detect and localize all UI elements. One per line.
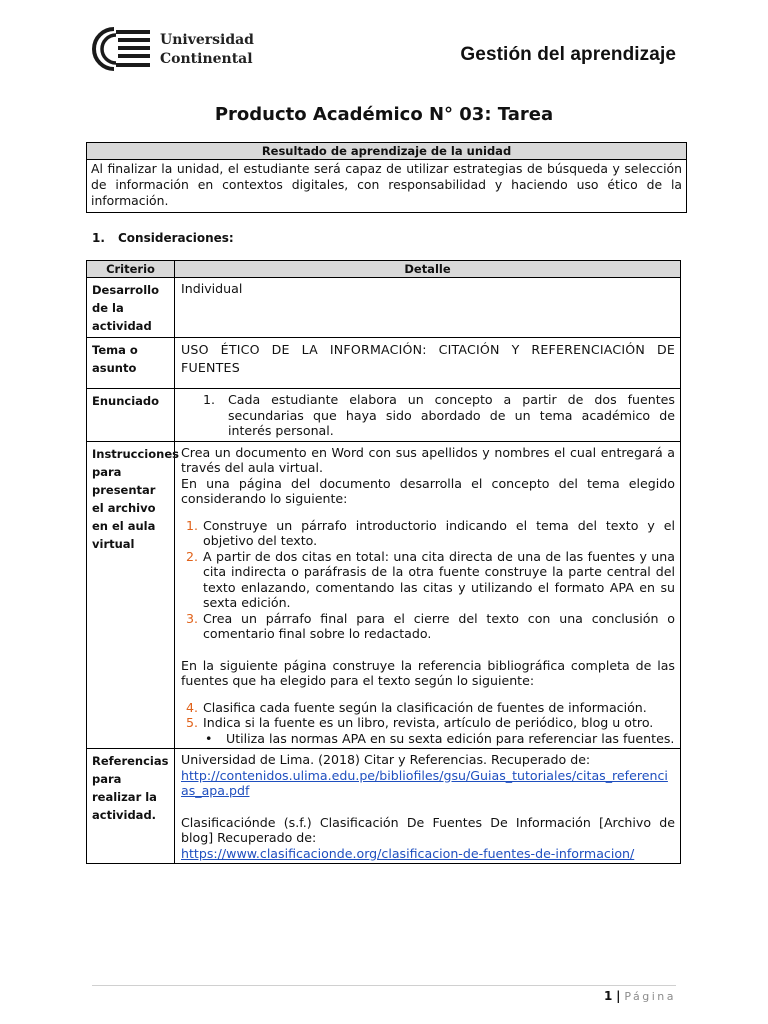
page-number: 1: [603, 989, 613, 1003]
list-item-text: Cada estudiante elabora un concepto a partir de dos fuentes secundarias que haya sido abordado de un tema académico de interés personal.: [228, 392, 675, 438]
table-row: [87, 749, 681, 864]
table-header-row: [87, 261, 681, 278]
instructions-paragraph-1: Crea un documento en Word con sus apellidos y nombres el cual entregará a través del aula virtual.: [181, 444, 675, 475]
list-item-text: Clasifica cada fuente según la clasificación de fuentes de información.: [203, 699, 647, 715]
logo-line-1: Universidad: [160, 32, 254, 48]
page-header: [0, 0, 768, 100]
instructions-paragraph-3: En la siguiente página construye la referencia bibliográfica completa de las fuentes que ha elegido para el texto según lo siguiente:: [181, 657, 675, 688]
list-item-number: 5.: [186, 715, 199, 730]
footer-divider: [92, 985, 676, 986]
reference-2-text: Clasificaciónde (s.f.) Clasificación De Fuentes De Información [Archivo de blog] Recuperado de:: [181, 814, 675, 845]
list-item-text: Construye un párrafo introductorio indicando el tema del texto y el objetivo del texto.: [203, 517, 675, 548]
learning-result-box: [86, 142, 687, 213]
column-header-criterio: Criterio: [87, 261, 175, 278]
instructions-list-a: [181, 518, 675, 642]
list-item-number: 4.: [186, 699, 199, 715]
list-item: [181, 611, 675, 642]
page-separator: |: [616, 989, 621, 1003]
list-item-number: 2.: [186, 548, 199, 564]
university-logo: [92, 27, 257, 71]
list-item: [181, 392, 675, 439]
list-item-text: A partir de dos citas en total: una cita directa de una de las fuentes y una cita indirecta o paráfrasis de la otra fuente construye la parte central del texto enlazando, comentando las citas y utilizando el formato APA en su sexta edición.: [203, 548, 675, 610]
detail-enunciado: [175, 389, 681, 442]
list-item: [181, 700, 675, 716]
list-item: [181, 549, 675, 611]
page-footer: [604, 989, 676, 1003]
table-row: [87, 441, 681, 749]
instructions-bullet-list: [181, 731, 675, 747]
header-title: Gestión del aprendizaje: [460, 44, 676, 65]
reference-2-link[interactable]: https://www.clasificacionde.org/clasificacion-de-fuentes-de-informacion/: [181, 845, 635, 861]
criterion-desarrollo: Desarrollo de la actividad: [87, 278, 175, 338]
page-word: Página: [624, 990, 676, 1003]
table-row: [87, 338, 681, 389]
reference-1-text: Universidad de Lima. (2018) Citar y Referencias. Recuperado de:: [181, 752, 591, 767]
list-item-text: Indica si la fuente es un libro, revista, artículo de periódico, blog u otro.: [203, 715, 654, 730]
table-row: [87, 389, 681, 442]
reference-1-link[interactable]: http://contenidos.ulima.edu.pe/bibliofiles/gsu/Guias_tutoriales/citas_referencias_apa.pdf: [181, 767, 668, 798]
instructions-paragraph-2: En una página del documento desarrolla el concepto del tema elegido considerando lo siguiente:: [181, 475, 675, 506]
logo-line-2: Continental: [160, 51, 253, 67]
enunciado-list: [181, 392, 675, 439]
detail-instrucciones: [175, 441, 681, 749]
criterion-enunciado: Enunciado: [87, 389, 175, 442]
section-label: Consideraciones:: [118, 231, 234, 245]
list-item: [181, 731, 675, 747]
bullet-icon: •: [205, 730, 213, 746]
criterion-referencias: Referencias para realizar la actividad.: [87, 749, 175, 864]
document-title: Producto Académico N° 03: Tarea: [214, 104, 554, 125]
list-item: [181, 518, 675, 549]
section-title: [92, 231, 234, 245]
detail-referencias: [175, 749, 681, 864]
detail-desarrollo: Individual: [175, 278, 681, 338]
column-header-detalle: Detalle: [175, 261, 681, 278]
section-number: 1.: [92, 231, 105, 245]
list-item-number: 1.: [186, 517, 199, 533]
learning-result-heading: Resultado de aprendizaje de la unidad: [87, 143, 686, 160]
list-item-text: Crea un párrafo final para el cierre del texto con una conclusión o comentario final sobre lo redactado.: [203, 610, 675, 641]
list-item: [181, 715, 675, 731]
list-item-number: 3.: [186, 610, 199, 626]
criterion-tema: Tema o asunto: [87, 338, 175, 389]
learning-result-text: Al finalizar la unidad, el estudiante será capaz de utilizar estrategias de búsqueda y selección de información en contextos digitales, con responsabilidad y haciendo uso ético de la información.: [91, 161, 682, 208]
list-item-number: 1.: [203, 392, 216, 407]
logo-wordmark: [160, 31, 254, 69]
criterion-instrucciones: Instrucciones para presentar el archivo en el aula virtual: [87, 441, 175, 749]
list-item-text: Utiliza las normas APA en su sexta edición para referenciar las fuentes.: [226, 730, 675, 746]
university-logo-icon: [92, 27, 152, 71]
considerations-table: [86, 260, 681, 864]
table-row: [87, 278, 681, 338]
instructions-list-b: [181, 700, 675, 731]
detail-tema: USO ÉTICO DE LA INFORMACIÓN: CITACIÓN Y REFERENCIACIÓN DE FUENTES: [175, 338, 681, 389]
